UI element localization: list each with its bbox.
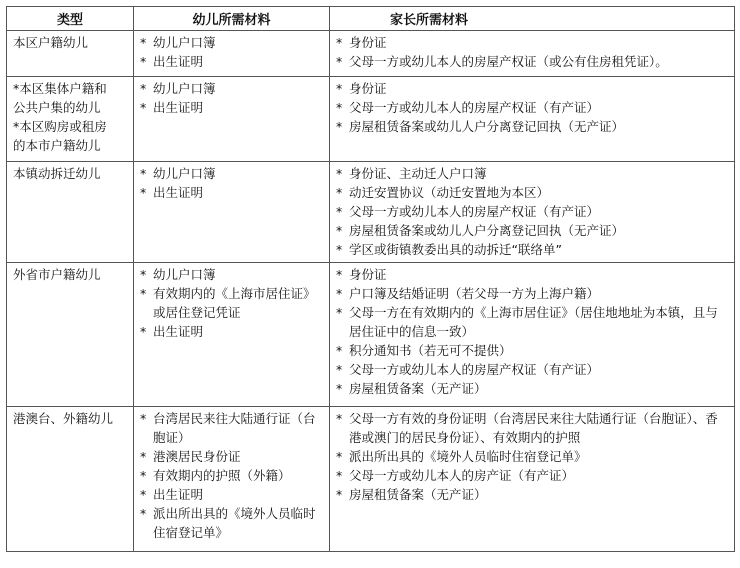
header-type: 类型 (7, 7, 134, 31)
bullet-mark: * (336, 267, 343, 282)
bullet-mark: * (336, 362, 343, 377)
bullet-mark: * (140, 506, 147, 521)
child-materials-cell (134, 407, 330, 552)
child-materials-cell (134, 162, 330, 263)
parent-material-text: 学区或街镇教委出具的动拆迁“联络单” (349, 242, 562, 257)
list-item (336, 485, 728, 504)
parent-material-text: 房屋租赁备案或幼儿人户分离登记回执（无产证） (349, 119, 625, 134)
parent-materials-cell (330, 77, 735, 162)
list-item (140, 33, 323, 52)
row-type-cell (7, 31, 134, 77)
child-material-text: 有效期内的《上海市居住证》或居住登记凭证 (153, 286, 316, 320)
parent-material-text: 户口簿及结婚证明（若父母一方为上海户籍） (349, 286, 600, 301)
type-label: 公共户集的幼儿 (13, 100, 101, 115)
type-label: 的本市户籍幼儿 (13, 138, 101, 153)
list-item (336, 183, 728, 202)
child-material-text: 台湾居民来往大陆通行证（台胞证） (153, 411, 316, 445)
child-material-text: 出生证明 (153, 324, 204, 339)
list-item (336, 303, 728, 341)
bullet-mark: * (140, 286, 147, 301)
bullet-mark: * (336, 185, 343, 200)
child-material-text: 幼儿户口簿 (153, 267, 216, 282)
list-item (140, 79, 323, 98)
child-material-text: 幼儿户口簿 (153, 166, 216, 181)
table-body (7, 31, 735, 552)
list-item (336, 265, 728, 284)
bullet-mark: * (140, 411, 147, 426)
parent-material-text: 父母一方或幼儿本人的房屋产权证（或公有住房租凭证）。 (349, 54, 668, 69)
bullet-mark: * (336, 223, 343, 238)
list-item (140, 52, 323, 71)
table-row (7, 263, 735, 407)
parent-material-text: 房屋租赁备案（无产证） (349, 381, 487, 396)
parent-material-text: 父母一方或幼儿本人的房屋产权证（有产证） (349, 100, 600, 115)
list-item (140, 265, 323, 284)
list-item (336, 52, 728, 71)
bullet-mark: * (140, 35, 147, 50)
bullet-mark: * (140, 267, 147, 282)
header-row (7, 7, 735, 31)
bullet-mark: * (140, 81, 147, 96)
parent-material-text: 动迁安置协议（动迁安置地为本区） (349, 185, 550, 200)
list-item (140, 164, 323, 183)
list-item (140, 504, 323, 542)
child-material-text: 幼儿户口簿 (153, 81, 216, 96)
bullet-mark: * (140, 487, 147, 502)
parent-material-text: 父母一方有效的身份证明（台湾居民来往大陆通行证（台胞证）、香港或澳门的居民身份证）、有效期内的护照 (349, 411, 718, 445)
bullet-mark: * (336, 381, 343, 396)
child-material-text: 幼儿户口簿 (153, 35, 216, 50)
bullet-mark: * (336, 35, 343, 50)
row-type-cell (7, 162, 134, 263)
row-type-cell (7, 407, 134, 552)
bullet-mark: * (336, 305, 343, 320)
list-item (140, 183, 323, 202)
child-material-text: 有效期内的护照（外籍） (153, 468, 291, 483)
table-row (7, 407, 735, 552)
bullet-mark: * (140, 324, 147, 339)
parent-material-text: 房屋租赁备案或幼儿人户分离登记回执（无产证） (349, 223, 625, 238)
child-material-text: 派出所出具的《境外人员临时住宿登记单》 (153, 506, 316, 540)
child-material-text: 出生证明 (153, 487, 204, 502)
bullet-mark: * (336, 487, 343, 502)
parent-material-text: 积分通知书（若无可不提供） (349, 343, 512, 358)
bullet-mark: * (140, 54, 147, 69)
type-label: *本区集体户籍和 (13, 81, 107, 96)
parent-material-text: 派出所出具的《境外人员临时住宿登记单》 (349, 449, 587, 464)
list-item (336, 360, 728, 379)
bullet-mark: * (336, 100, 343, 115)
list-item (336, 164, 728, 183)
parent-materials-cell (330, 31, 735, 77)
parent-materials-cell (330, 162, 735, 263)
list-item (140, 322, 323, 341)
materials-table (6, 6, 735, 552)
list-item (140, 409, 323, 447)
child-material-text: 港澳居民身份证 (153, 449, 241, 464)
list-item (336, 33, 728, 52)
list-item (336, 117, 728, 136)
header-parent-materials: 家长所需材料 (330, 7, 735, 31)
parent-material-text: 身份证 (349, 267, 387, 282)
type-label: 港澳台、外籍幼儿 (13, 411, 114, 426)
bullet-mark: * (336, 119, 343, 134)
list-item (140, 447, 323, 466)
list-item (336, 98, 728, 117)
list-item (336, 466, 728, 485)
list-item (140, 284, 323, 322)
type-label: 本镇动拆迁幼儿 (13, 166, 101, 181)
list-item (336, 447, 728, 466)
bullet-mark: * (336, 411, 343, 426)
bullet-mark: * (140, 166, 147, 181)
row-type-cell (7, 77, 134, 162)
parent-material-text: 身份证 (349, 35, 387, 50)
list-item (336, 409, 728, 447)
bullet-mark: * (336, 204, 343, 219)
parent-material-text: 身份证 (349, 81, 387, 96)
list-item (336, 79, 728, 98)
list-item (336, 379, 728, 398)
row-type-cell (7, 263, 134, 407)
bullet-mark: * (140, 449, 147, 464)
parent-material-text: 父母一方或幼儿本人的房产证（有产证） (349, 468, 575, 483)
bullet-mark: * (140, 100, 147, 115)
parent-material-text: 身份证、主动迁人户口簿 (349, 166, 487, 181)
bullet-mark: * (140, 468, 147, 483)
list-item (336, 240, 728, 259)
bullet-mark: * (336, 449, 343, 464)
bullet-mark: * (336, 81, 343, 96)
bullet-mark: * (140, 185, 147, 200)
list-item (140, 466, 323, 485)
parent-material-text: 房屋租赁备案（无产证） (349, 487, 487, 502)
parent-materials-cell (330, 407, 735, 552)
bullet-mark: * (336, 468, 343, 483)
bullet-mark: * (336, 343, 343, 358)
bullet-mark: * (336, 242, 343, 257)
list-item (336, 202, 728, 221)
list-item (140, 98, 323, 117)
child-materials-cell (134, 263, 330, 407)
parent-material-text: 父母一方或幼儿本人的房屋产权证（有产证） (349, 362, 600, 377)
bullet-mark: * (336, 54, 343, 69)
bullet-mark: * (336, 166, 343, 181)
type-label: 外省市户籍幼儿 (13, 267, 101, 282)
bullet-mark: * (336, 286, 343, 301)
table-row (7, 162, 735, 263)
parent-material-text: 父母一方在有效期内的《上海市居住证》（居住地地址为本镇，且与居住证中的信息一致） (349, 305, 718, 339)
child-materials-cell (134, 31, 330, 77)
child-material-text: 出生证明 (153, 100, 204, 115)
list-item (336, 284, 728, 303)
parent-material-text: 父母一方或幼儿本人的房屋产权证（有产证） (349, 204, 600, 219)
child-material-text: 出生证明 (153, 54, 204, 69)
list-item (336, 221, 728, 240)
header-child-materials: 幼儿所需材料 (134, 7, 330, 31)
type-label: 本区户籍幼儿 (13, 35, 89, 50)
parent-materials-cell (330, 263, 735, 407)
child-material-text: 出生证明 (153, 185, 204, 200)
list-item (336, 341, 728, 360)
type-label: *本区购房或租房 (13, 119, 107, 134)
list-item (140, 485, 323, 504)
table-row (7, 77, 735, 162)
table-row (7, 31, 735, 77)
child-materials-cell (134, 77, 330, 162)
